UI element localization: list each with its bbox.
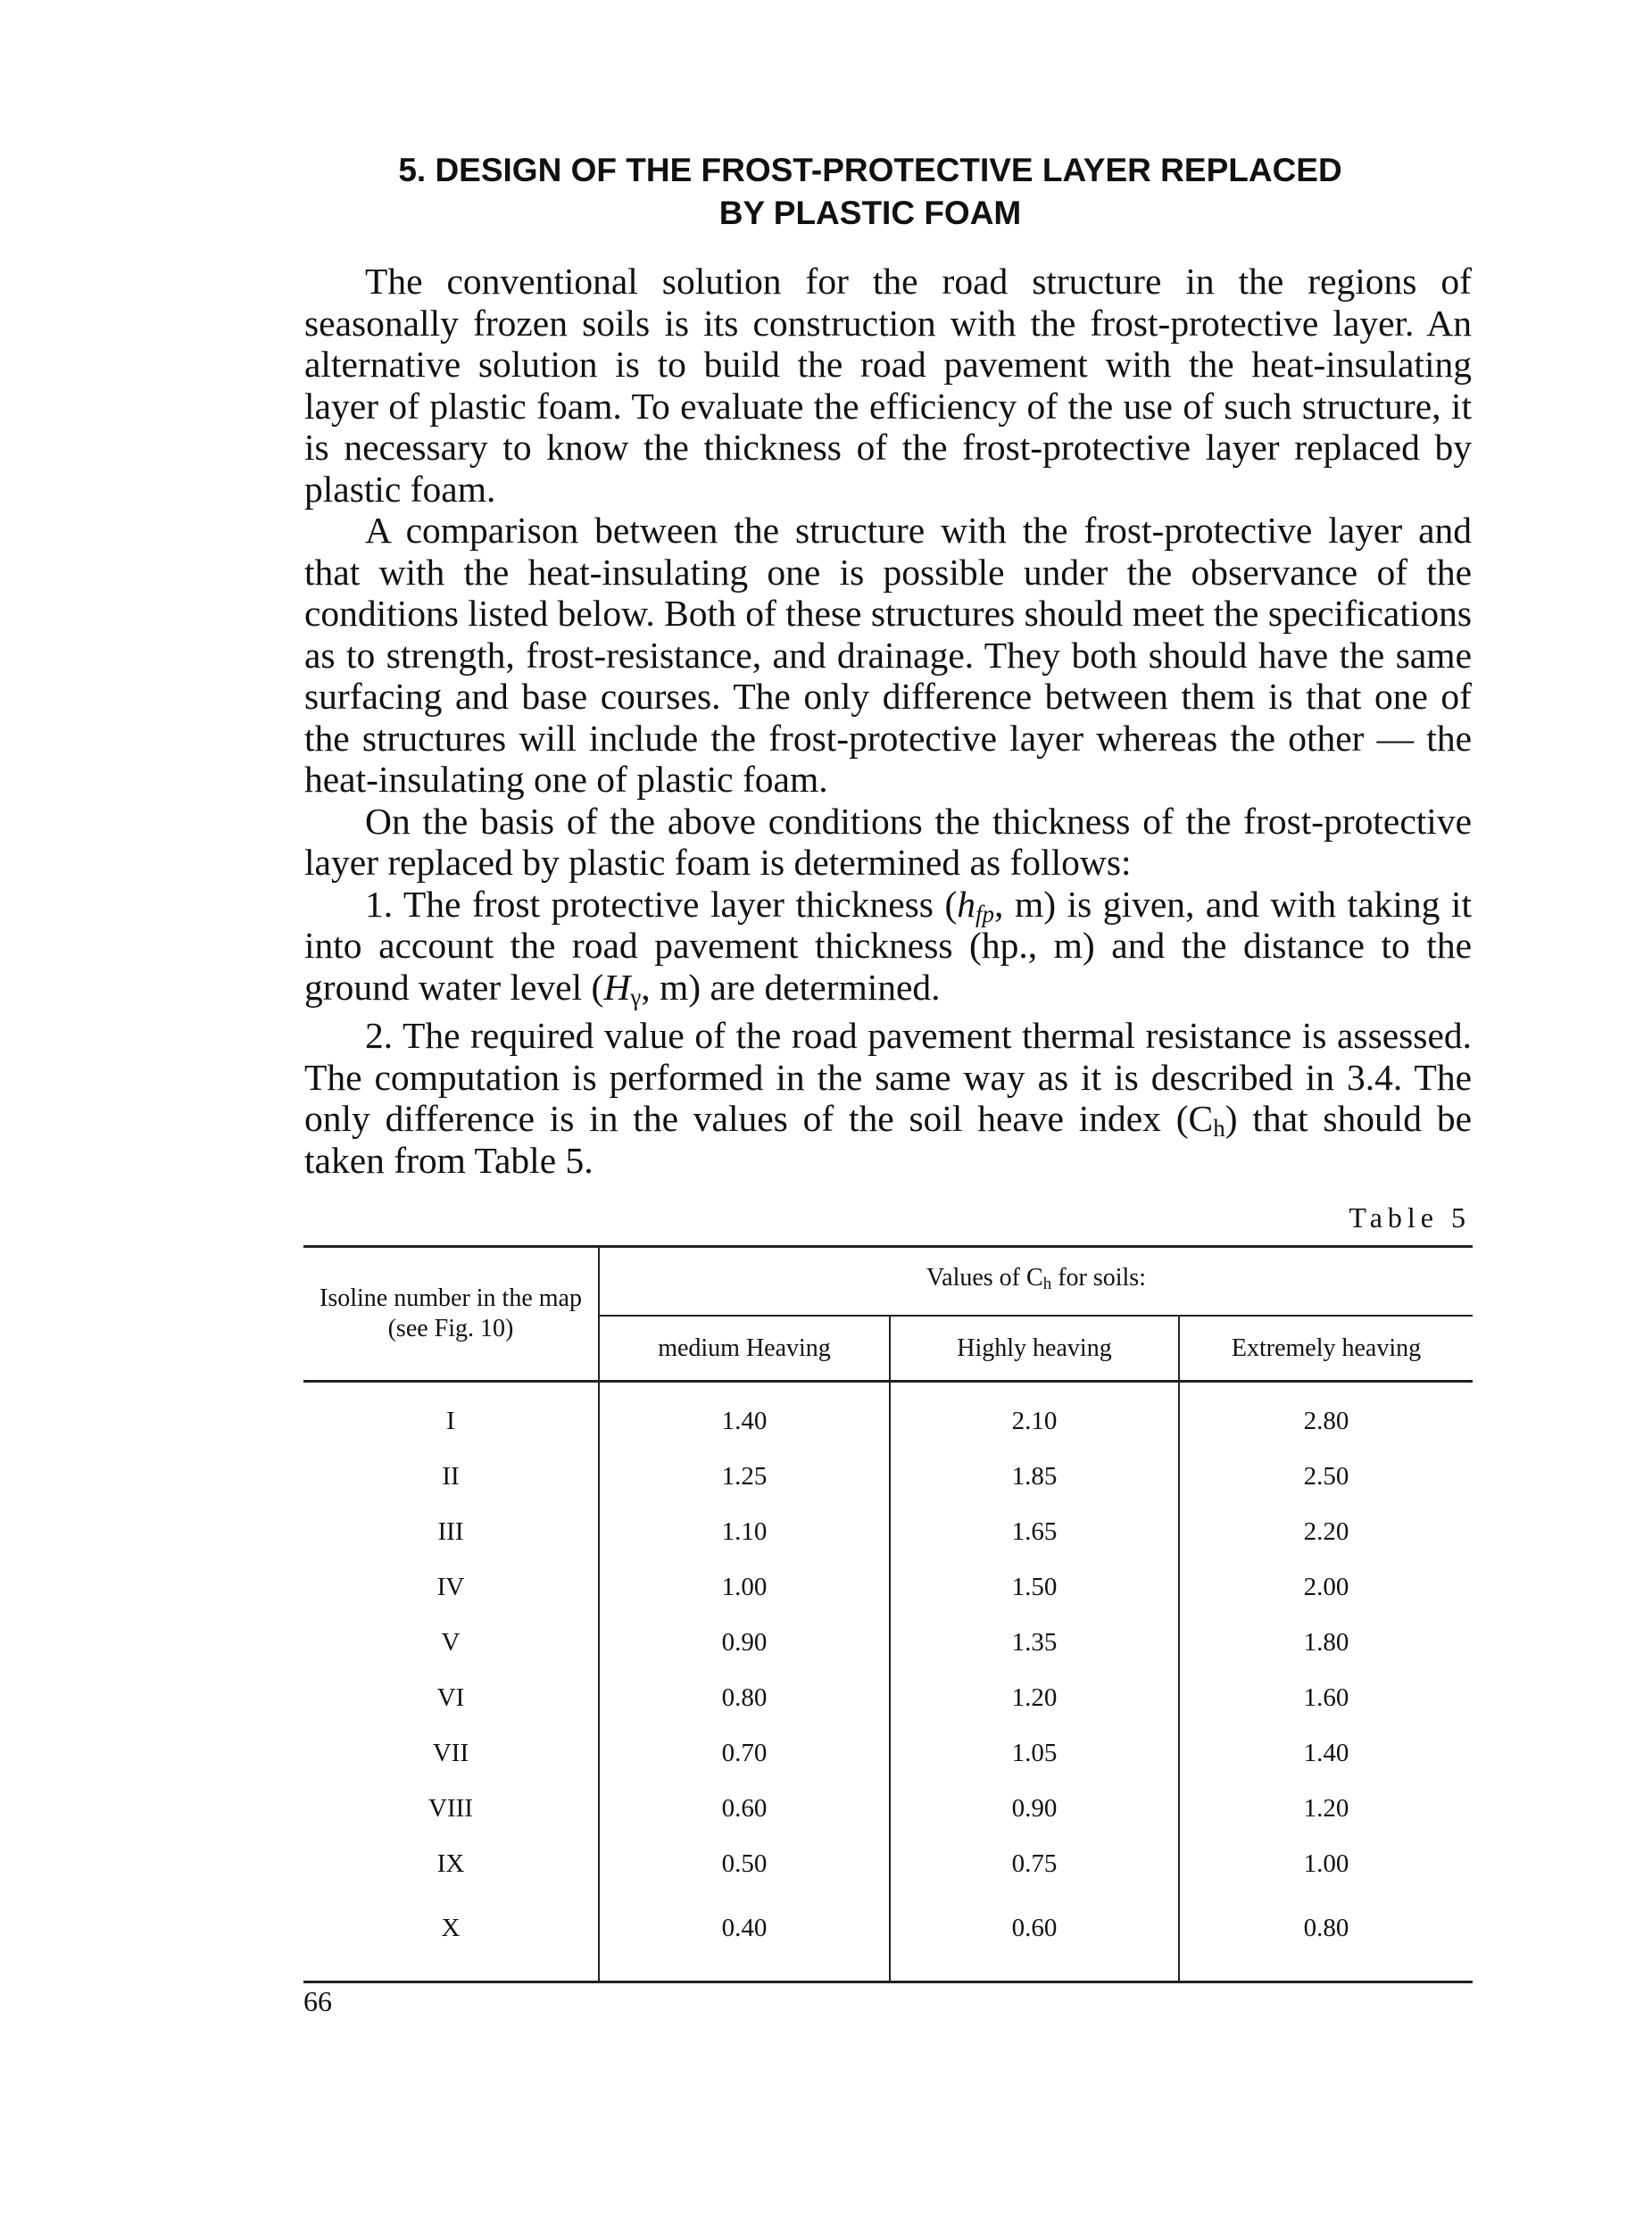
paragraph-2: A comparison between the structure with the frost-protective layer and that with the heat-insulating one is possible under the observance of the conditions listed below. Both of these structures should meet the specifications as to strength, frost-resistance, and drainage. They both should have the same surfacing and base courses. The only difference between them is that one of the structures will include the frost-protective layer whereas the other — the heat-insulating one of plastic foam. bbox=[304, 510, 1472, 800]
column-header-extremely: Extremely heaving bbox=[1179, 1316, 1473, 1382]
isoline-cell: VIII bbox=[428, 1793, 473, 1823]
hy-subscript: γ bbox=[630, 983, 642, 1010]
value-cell: 0.90 bbox=[890, 1781, 1179, 1836]
value-cell: 1.65 bbox=[890, 1504, 1179, 1559]
value-cell: 2.00 bbox=[1303, 1572, 1349, 1601]
value-cell: 2.20 bbox=[1303, 1516, 1349, 1546]
value-cell: 0.90 bbox=[599, 1615, 890, 1670]
value-cell: 1.25 bbox=[599, 1449, 890, 1504]
isoline-cell: I bbox=[446, 1406, 455, 1435]
value-cell: 1.20 bbox=[890, 1670, 1179, 1725]
isoline-cell: V bbox=[441, 1627, 461, 1657]
section-heading bbox=[303, 149, 1437, 235]
value-cell: 2.10 bbox=[890, 1382, 1179, 1450]
table-row bbox=[303, 1615, 1473, 1670]
paragraph-4-part-c: , m) are determined. bbox=[641, 966, 941, 1008]
table-caption: Table 5 bbox=[1349, 1201, 1471, 1234]
value-cell: 0.60 bbox=[890, 1891, 1179, 1982]
value-cell: 1.50 bbox=[890, 1559, 1179, 1615]
value-cell: 2.50 bbox=[1303, 1461, 1349, 1491]
table-row bbox=[303, 1449, 1473, 1504]
isoline-cell: IX bbox=[436, 1849, 465, 1878]
value-cell: 0.80 bbox=[599, 1670, 890, 1725]
value-cell: 1.05 bbox=[890, 1725, 1179, 1781]
value-cell: 1.85 bbox=[890, 1449, 1179, 1504]
value-cell: 0.75 bbox=[890, 1836, 1179, 1891]
table-row bbox=[303, 1781, 1473, 1836]
hy-symbol: H bbox=[603, 966, 631, 1008]
table-row bbox=[303, 1891, 1473, 1982]
table-row bbox=[303, 1670, 1473, 1725]
section-heading-line-2: BY PLASTIC FOAM bbox=[718, 194, 1022, 231]
values-group-header: Values of Ch for soils: bbox=[599, 1247, 1473, 1317]
value-cell: 1.00 bbox=[1303, 1849, 1349, 1878]
table-row bbox=[303, 1382, 1473, 1450]
paragraph-5 bbox=[304, 1015, 1472, 1181]
value-cell: 0.70 bbox=[599, 1725, 890, 1781]
value-cell: 1.40 bbox=[599, 1382, 890, 1450]
paragraph-3: On the basis of the above conditions the thickness of the frost-protective layer replaced by plastic foam is determined as follows: bbox=[304, 800, 1472, 883]
value-cell: 1.60 bbox=[1303, 1682, 1349, 1712]
paragraph-4 bbox=[304, 884, 1472, 1009]
table-row bbox=[303, 1725, 1473, 1781]
isoline-cell: VII bbox=[432, 1738, 469, 1767]
isoline-header: Isoline number in the map (see Fig. 10) bbox=[303, 1247, 599, 1382]
value-cell: 2.80 bbox=[1303, 1406, 1349, 1435]
hfp-symbol: h bbox=[957, 883, 976, 925]
page-number: 66 bbox=[303, 1985, 332, 2017]
table-row bbox=[303, 1836, 1473, 1891]
value-cell: 0.80 bbox=[1179, 1891, 1473, 1982]
value-cell: 1.00 bbox=[599, 1559, 890, 1615]
isoline-cell: IV bbox=[436, 1572, 465, 1601]
value-cell: 1.80 bbox=[1303, 1627, 1349, 1657]
paragraph-5-part-a: 2. The required value of the road pavement thermal resistance is assessed. The computation is performed in the same way as it is described in 3.4. The only difference is in the values of the soil heave index (C bbox=[304, 1015, 1472, 1139]
isoline-cell: X bbox=[303, 1891, 599, 1982]
isoline-cell: VI bbox=[436, 1682, 465, 1712]
hfp-subscript: fp bbox=[975, 900, 995, 927]
paragraph-5-part-b: ) that should be taken from Table 5. bbox=[304, 1098, 1472, 1181]
value-cell: 0.60 bbox=[599, 1781, 890, 1836]
value-cell: 0.40 bbox=[599, 1891, 890, 1982]
column-header-highly: Highly heaving bbox=[890, 1316, 1179, 1382]
paragraph-1: The conventional solution for the road structure in the regions of seasonally frozen soils is its construction with the frost-protective layer. An alternative solution is to build the road pavement with the heat-insulating layer of plastic foam. To evaluate the efficiency of the use of such structure, it is necessary to know the thickness of the frost-protective layer replaced by plastic foam. bbox=[304, 261, 1472, 510]
value-cell: 1.20 bbox=[1303, 1793, 1349, 1823]
value-cell: 1.40 bbox=[1303, 1738, 1349, 1767]
table-row bbox=[303, 1559, 1473, 1615]
value-cell: 1.35 bbox=[890, 1615, 1179, 1670]
paragraph-4-part-b: , m) is given, and with taking it into account the road pavement thickness (hp., m) and the distance to the ground water level ( bbox=[304, 883, 1472, 1008]
section-heading-line-1: 5. DESIGN OF THE FROST-PROTECTIVE LAYER REPLACED bbox=[398, 151, 1342, 188]
isoline-cell: II bbox=[442, 1461, 460, 1491]
heave-index-table bbox=[303, 1245, 1473, 1983]
table-row bbox=[303, 1504, 1473, 1559]
isoline-cell: III bbox=[437, 1516, 464, 1546]
value-cell: 1.10 bbox=[599, 1504, 890, 1559]
ch-subscript: h bbox=[1213, 1115, 1225, 1142]
column-header-medium: medium Heaving bbox=[599, 1316, 890, 1382]
value-cell: 0.50 bbox=[599, 1836, 890, 1891]
body-text bbox=[304, 261, 1472, 1181]
paragraph-4-part-a: 1. The frost protective layer thickness ( bbox=[365, 883, 958, 925]
